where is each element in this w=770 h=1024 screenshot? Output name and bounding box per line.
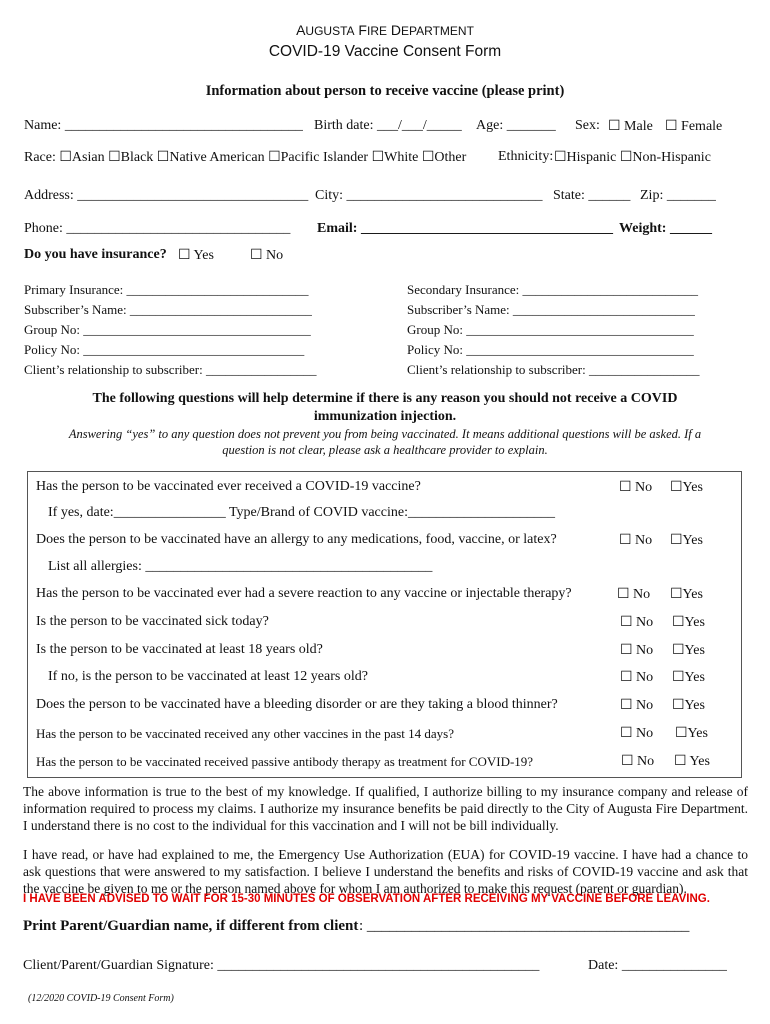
guardian-name-field[interactable]: : ___________________________________________ bbox=[359, 918, 690, 934]
sex-female-checkbox[interactable]: ☐ Female bbox=[665, 119, 723, 134]
secondary-group-field[interactable]: Group No: ___________________________________ bbox=[407, 322, 694, 337]
q1-no-checkbox[interactable]: ☐ No bbox=[619, 480, 653, 495]
q5b-yes-checkbox[interactable]: ☐Yes bbox=[672, 670, 705, 685]
age-field[interactable]: Age: _______ bbox=[476, 118, 556, 133]
ethnicity-label: Ethnicity: bbox=[498, 149, 554, 164]
questions-heading-line2: immunization injection. bbox=[313, 409, 457, 424]
q4-no-checkbox[interactable]: ☐ No bbox=[620, 615, 654, 630]
insurance-yes-checkbox[interactable]: ☐ Yes bbox=[178, 248, 214, 263]
weight-field[interactable]: Weight: ______ bbox=[619, 221, 712, 236]
eua-consent-paragraph: I have read, or have had explained to me, the Emergency Use Authorization (EUA) for COVID-19 vaccine. I have had a chance to ask questions that were answered to my satisfaction. I believe I understand the benefits and risks of COVID-19 vaccine and ask that the vaccine be given to me or the person named above for whom I am authorized to make this request (parent or guardian). bbox=[23, 847, 748, 896]
q3-no-checkbox[interactable]: ☐ No bbox=[617, 587, 651, 602]
insurance-question: Do you have insurance? bbox=[24, 247, 167, 262]
primary-subscriber-field[interactable]: Subscriber’s Name: ____________________________ bbox=[24, 302, 312, 317]
observation-warning: I HAVE BEEN ADVISED TO WAIT FOR 15-30 MINUTES OF OBSERVATION AFTER RECEIVING MY VACCINE BEFORE LEAVING. bbox=[23, 893, 710, 905]
q5-yes-checkbox[interactable]: ☐Yes bbox=[672, 643, 705, 658]
question-18-years: Is the person to be vaccinated at least 18 years old? bbox=[36, 642, 323, 657]
allergies-field[interactable]: List all allergies: _________________________________________ bbox=[48, 559, 433, 574]
phone-field[interactable]: Phone: ________________________________ bbox=[24, 221, 291, 236]
primary-insurance-field[interactable]: Primary Insurance: ____________________________ bbox=[24, 282, 309, 297]
email-field[interactable]: Email: ____________________________________ bbox=[317, 221, 613, 236]
question-12-years: If no, is the person to be vaccinated at least 12 years old? bbox=[48, 669, 368, 684]
question-antibody-therapy: Has the person to be vaccinated received passive antibody therapy as treatment for COVID-19? bbox=[36, 754, 534, 769]
q5-no-checkbox[interactable]: ☐ No bbox=[620, 643, 654, 658]
question-severe-reaction: Has the person to be vaccinated ever had a severe reaction to any vaccine or injectable therapy? bbox=[36, 586, 572, 601]
q3-yes-checkbox[interactable]: ☐Yes bbox=[670, 587, 703, 602]
birth-date-field[interactable]: Birth date: ___/___/_____ bbox=[314, 118, 462, 133]
q7-no-checkbox[interactable]: ☐ No bbox=[620, 726, 654, 741]
secondary-subscriber-field[interactable]: Subscriber’s Name: ____________________________ bbox=[407, 302, 695, 317]
primary-relationship-field[interactable]: Client’s relationship to subscriber: _________________ bbox=[24, 362, 317, 377]
q1-yes-checkbox[interactable]: ☐Yes bbox=[670, 480, 703, 495]
q2-no-checkbox[interactable]: ☐ No bbox=[619, 533, 653, 548]
secondary-policy-field[interactable]: Policy No: ___________________________________ bbox=[407, 342, 694, 357]
q2-yes-checkbox[interactable]: ☐Yes bbox=[670, 533, 703, 548]
form-title: COVID-19 Vaccine Consent Form bbox=[268, 43, 502, 60]
question-sick-today: Is the person to be vaccinated sick today? bbox=[36, 614, 269, 629]
questions-note-line2: question is not clear, please ask a healthcare provider to explain. bbox=[222, 443, 548, 457]
q4-yes-checkbox[interactable]: ☐Yes bbox=[672, 615, 705, 630]
q8-yes-checkbox[interactable]: ☐ Yes bbox=[674, 754, 710, 769]
signature-field[interactable]: Client/Parent/Guardian Signature: ______________________________________________ bbox=[23, 958, 540, 973]
secondary-relationship-field[interactable]: Client’s relationship to subscriber: _________________ bbox=[407, 362, 700, 377]
q6-yes-checkbox[interactable]: ☐Yes bbox=[672, 698, 705, 713]
q7-yes-checkbox[interactable]: ☐Yes bbox=[675, 726, 708, 741]
state-field[interactable]: State: ______ bbox=[553, 188, 631, 203]
questions-note-line1: Answering “yes” to any question does not prevent you from being vaccinated. It means additional questions will be asked. If a bbox=[68, 427, 702, 441]
city-field[interactable]: City: ____________________________ bbox=[315, 188, 543, 203]
questions-heading-line1: The following questions will help determine if there is any reason you should not receive a COVID bbox=[92, 391, 678, 406]
question-other-vaccines: Has the person to be vaccinated received any other vaccines in the past 14 days? bbox=[36, 726, 454, 741]
race-options[interactable]: Race: ☐Asian ☐Black ☐Native American ☐Pacific Islander ☐White ☐Other bbox=[24, 150, 467, 165]
q5b-no-checkbox[interactable]: ☐ No bbox=[620, 670, 654, 685]
question-allergy: Does the person to be vaccinated have an allergy to any medications, food, vaccine, or latex? bbox=[36, 532, 557, 547]
address-field[interactable]: Address: _________________________________ bbox=[24, 188, 309, 203]
department-name: AUGUSTA FIRE DEPARTMENT bbox=[296, 22, 474, 38]
form-version-footer: (12/2020 COVID-19 Consent Form) bbox=[28, 993, 174, 1004]
secondary-insurance-field[interactable]: Secondary Insurance: ___________________________ bbox=[407, 282, 699, 297]
primary-group-field[interactable]: Group No: ___________________________________ bbox=[24, 322, 311, 337]
sex-male-checkbox[interactable]: ☐ Male bbox=[608, 119, 653, 134]
ethnicity-options[interactable]: ☐Hispanic ☐Non-Hispanic bbox=[554, 150, 711, 165]
signature-date-field[interactable]: Date: _______________ bbox=[588, 958, 727, 973]
zip-field[interactable]: Zip: _______ bbox=[640, 188, 716, 203]
section-title: Information about person to receive vaccine (please print) bbox=[205, 83, 565, 99]
question-bleeding-disorder: Does the person to be vaccinated have a bleeding disorder or are they taking a blood thinner? bbox=[36, 697, 558, 712]
insurance-no-checkbox[interactable]: ☐ No bbox=[250, 248, 284, 263]
name-field[interactable]: Name: __________________________________ bbox=[24, 118, 303, 133]
primary-policy-field[interactable]: Policy No: __________________________________ bbox=[24, 342, 305, 357]
prior-vaccine-details-field[interactable]: If yes, date:________________ Type/Brand of COVID vaccine:_____________________ bbox=[48, 505, 555, 520]
q8-no-checkbox[interactable]: ☐ No bbox=[621, 754, 655, 769]
guardian-name-label: Print Parent/Guardian name, if different from client bbox=[23, 918, 359, 934]
q6-no-checkbox[interactable]: ☐ No bbox=[620, 698, 654, 713]
billing-authorization-paragraph: The above information is true to the best of my knowledge. If qualified, I authorize billing to my insurance company and release of information required to process my claims. I authorize my insurance benefits be paid directly to the City of Augusta Fire Department. I understand there is no cost to the individual for this vaccination and I will not be bill individually. bbox=[23, 784, 748, 833]
question-prior-covid-vaccine: Has the person to be vaccinated ever received a COVID-19 vaccine? bbox=[36, 479, 421, 494]
sex-label: Sex: bbox=[575, 118, 600, 133]
